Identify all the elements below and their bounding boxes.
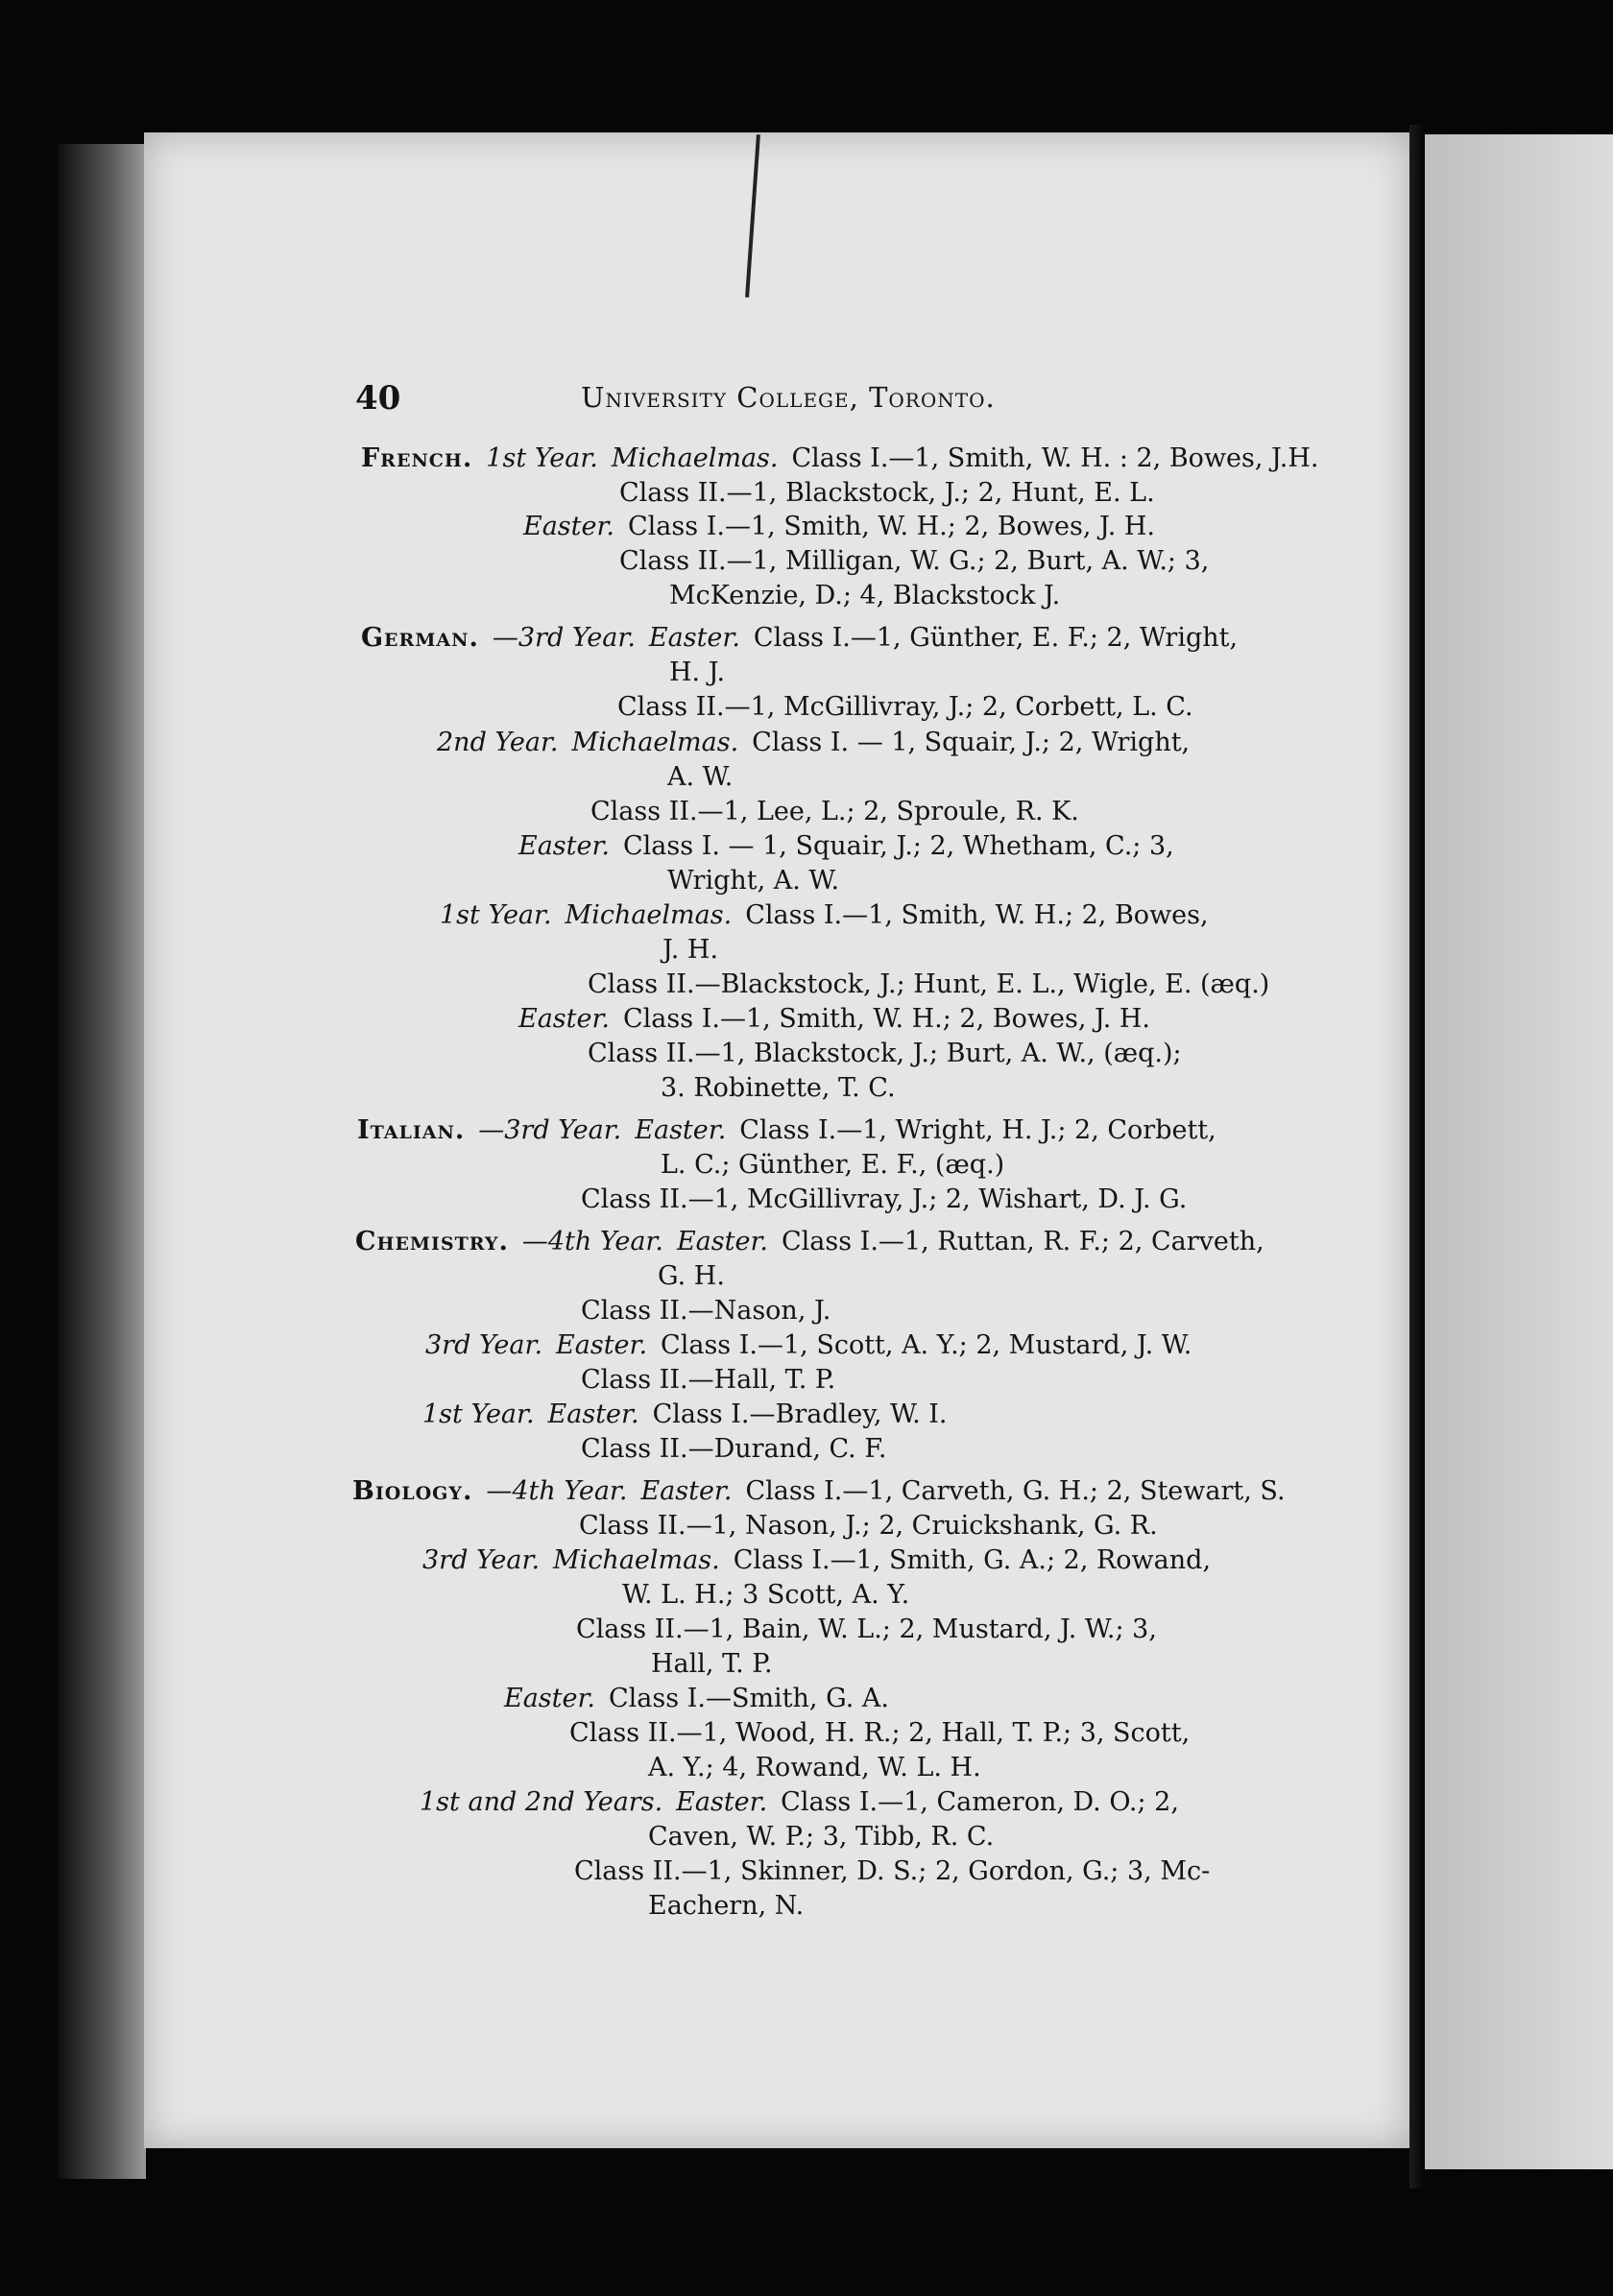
text-line	[619, 480, 1155, 506]
term-label: Easter.	[648, 623, 740, 653]
class-list-text: 3. Robinette, T. C.	[661, 1073, 896, 1103]
text-line	[651, 1651, 773, 1677]
text-line	[581, 1436, 886, 1462]
year-label: —4th Year.	[521, 1227, 663, 1256]
text-line	[648, 1755, 981, 1781]
class-list-text: Class II.—1, McGillivray, J.; 2, Wishart, D. J. G.	[581, 1184, 1188, 1214]
class-list-text: Class I.—1, Carveth, G. H.; 2, Stewart, S.	[745, 1476, 1286, 1506]
page-number: 40	[355, 379, 401, 418]
term-label: Easter.	[523, 512, 615, 541]
term-label: Easter.	[518, 1004, 611, 1034]
class-list-text: Class I.—1, Günther, E. F.; 2, Wright,	[753, 623, 1239, 653]
text-line	[440, 902, 1209, 928]
class-list-text: Class I.—1, Smith, G. A.; 2, Rowand,	[733, 1545, 1212, 1575]
class-list-text: Class I.—1, Ruttan, R. F.; 2, Carveth,	[781, 1227, 1264, 1256]
class-list-text: Wright, A. W.	[667, 866, 840, 896]
term-label: Michaelmas.	[611, 443, 779, 473]
class-list-text: McKenzie, D.; 4, Blackstock J.	[669, 581, 1061, 610]
class-list-text: Class II.—Nason, J.	[581, 1296, 831, 1326]
text-line	[581, 1186, 1187, 1212]
text-line	[622, 1582, 909, 1608]
subject-heading: Biology.	[352, 1476, 473, 1506]
text-line	[361, 445, 1319, 471]
text-line	[579, 1513, 1158, 1539]
class-list-text: L. C.; Günther, E. F., (æq.)	[661, 1150, 1005, 1180]
year-label: 1st Year.	[440, 900, 552, 930]
year-label: 1st Year.	[486, 443, 598, 473]
text-line	[661, 1152, 1004, 1178]
text-line	[361, 625, 1238, 651]
text-line	[590, 799, 1079, 825]
class-list-text: Class II.—Hall, T. P.	[581, 1365, 836, 1395]
class-list-text: Class II.—1, Blackstock, J.; Burt, A. W., (æq.);	[588, 1039, 1182, 1068]
class-list-text: G. H.	[658, 1261, 725, 1291]
class-list-text: Class I.—1, Smith, W. H.; 2, Bowes,	[745, 900, 1209, 930]
text-line	[504, 1686, 889, 1711]
class-list-text: Class II.—Durand, C. F.	[581, 1434, 887, 1464]
class-list-text: Class I.—Bradley, W. I.	[652, 1399, 948, 1429]
class-list-text: Class II.—1, Nason, J.; 2, Cruickshank, G. R.	[579, 1511, 1158, 1541]
term-label: Easter.	[676, 1787, 768, 1817]
term-label: Michaelmas.	[571, 728, 739, 757]
class-list-text: Class II.—1, Wood, H. R.; 2, Hall, T. P.; 3, Scott,	[569, 1718, 1191, 1748]
class-list-text: Class II.—1, Milligan, W. G.; 2, Burt, A. W.; 3,	[619, 546, 1210, 576]
text-line	[658, 1263, 725, 1289]
class-list-text: Class II.—1, Lee, L.; 2, Sproule, R. K.	[590, 797, 1079, 826]
running-head: University College, Toronto.	[581, 381, 996, 414]
class-list-text: Class I.—Smith, G. A.	[609, 1684, 889, 1713]
text-line	[669, 659, 725, 685]
class-list-text: A. Y.; 4, Rowand, W. L. H.	[648, 1753, 981, 1782]
text-line	[662, 937, 718, 963]
year-label: —3rd Year.	[492, 623, 636, 653]
class-list-text: Class II.—1, Bain, W. L.; 2, Mustard, J. W.; 3,	[576, 1614, 1157, 1644]
class-list-text: Class I. — 1, Squair, J.; 2, Whetham, C.; 3,	[623, 831, 1174, 861]
year-label: 2nd Year.	[437, 728, 559, 757]
class-list-text: W. L. H.; 3 Scott, A. Y.	[622, 1580, 910, 1610]
class-list-text: H. J.	[669, 658, 726, 687]
term-label: Michaelmas.	[565, 900, 733, 930]
text-line	[569, 1720, 1190, 1746]
text-line	[437, 729, 1190, 755]
text-line	[617, 694, 1193, 720]
year-label: 1st and 2nd Years.	[420, 1787, 663, 1817]
text-line	[588, 1040, 1182, 1066]
term-label: Easter.	[556, 1330, 648, 1360]
class-list-text: A. W.	[667, 762, 734, 792]
text-line	[352, 1478, 1286, 1504]
class-list-text: Class I.—1, Smith, W. H.; 2, Bowes, J. H.	[623, 1004, 1151, 1034]
text-line	[420, 1789, 1179, 1815]
text-line	[422, 1401, 948, 1427]
year-label: —3rd Year.	[478, 1115, 622, 1145]
text-line	[357, 1117, 1216, 1143]
text-line	[574, 1858, 1210, 1884]
class-list-text: Class II.—1, Blackstock, J.; 2, Hunt, E. L.	[619, 478, 1155, 508]
year-label: 3rd Year.	[422, 1545, 541, 1575]
page-header	[355, 379, 1047, 418]
term-label: Easter.	[640, 1476, 733, 1506]
class-list-text: Class I.—1, Wright, H. J.; 2, Corbett,	[739, 1115, 1216, 1145]
class-list-text: Caven, W. P.; 3, Tibb, R. C.	[648, 1822, 995, 1852]
text-line	[648, 1824, 994, 1850]
text-line	[576, 1616, 1157, 1642]
term-label: Easter.	[504, 1684, 596, 1713]
class-list-text: Class II.—1, McGillivray, J.; 2, Corbett, L. C.	[617, 692, 1193, 722]
class-list-text: J. H.	[662, 935, 719, 965]
class-list-text: Class I.—1, Cameron, D. O.; 2,	[781, 1787, 1179, 1817]
class-list-text: Class I.—1, Smith, W. H.; 2, Bowes, J. H.	[628, 512, 1156, 541]
text-line	[588, 971, 1269, 997]
class-list-text: Hall, T. P.	[651, 1649, 773, 1679]
text-line	[648, 1893, 804, 1919]
class-list-text: Class I.—1, Smith, W. H. : 2, Bowes, J.H.	[791, 443, 1319, 473]
class-list-text: Class I.—1, Scott, A. Y.; 2, Mustard, J. W.	[661, 1330, 1192, 1360]
subject-heading: Chemistry.	[355, 1227, 509, 1256]
text-line	[667, 868, 839, 894]
subject-heading: Italian.	[357, 1115, 466, 1145]
text-line	[422, 1547, 1211, 1573]
text-line	[518, 1006, 1150, 1032]
text-line	[355, 1229, 1264, 1255]
text-line	[669, 583, 1060, 609]
text-line	[667, 764, 733, 790]
year-label: 3rd Year.	[425, 1330, 543, 1360]
text-line	[518, 833, 1174, 859]
subject-heading: German.	[361, 623, 479, 653]
term-label: Easter.	[676, 1227, 768, 1256]
term-label: Michaelmas.	[553, 1545, 720, 1575]
text-line	[581, 1367, 835, 1393]
text-line	[425, 1332, 1192, 1358]
class-list-text: Eachern, N.	[648, 1891, 805, 1921]
term-label: Easter.	[547, 1399, 639, 1429]
text-line	[619, 548, 1209, 574]
class-list-text: Class II.—1, Skinner, D. S.; 2, Gordon, G.; 3, Mc-	[574, 1856, 1211, 1886]
class-list-text: Class I. — 1, Squair, J.; 2, Wright,	[752, 728, 1191, 757]
text-line	[581, 1298, 831, 1324]
term-label: Easter.	[518, 831, 611, 861]
year-label: —4th Year.	[486, 1476, 628, 1506]
class-list-text: Class II.—Blackstock, J.; Hunt, E. L., Wigle, E. (æq.)	[588, 969, 1270, 999]
year-label: 1st Year.	[422, 1399, 535, 1429]
term-label: Easter.	[635, 1115, 727, 1145]
text-line	[523, 514, 1155, 539]
subject-heading: French.	[361, 443, 473, 473]
text-line	[661, 1075, 896, 1101]
